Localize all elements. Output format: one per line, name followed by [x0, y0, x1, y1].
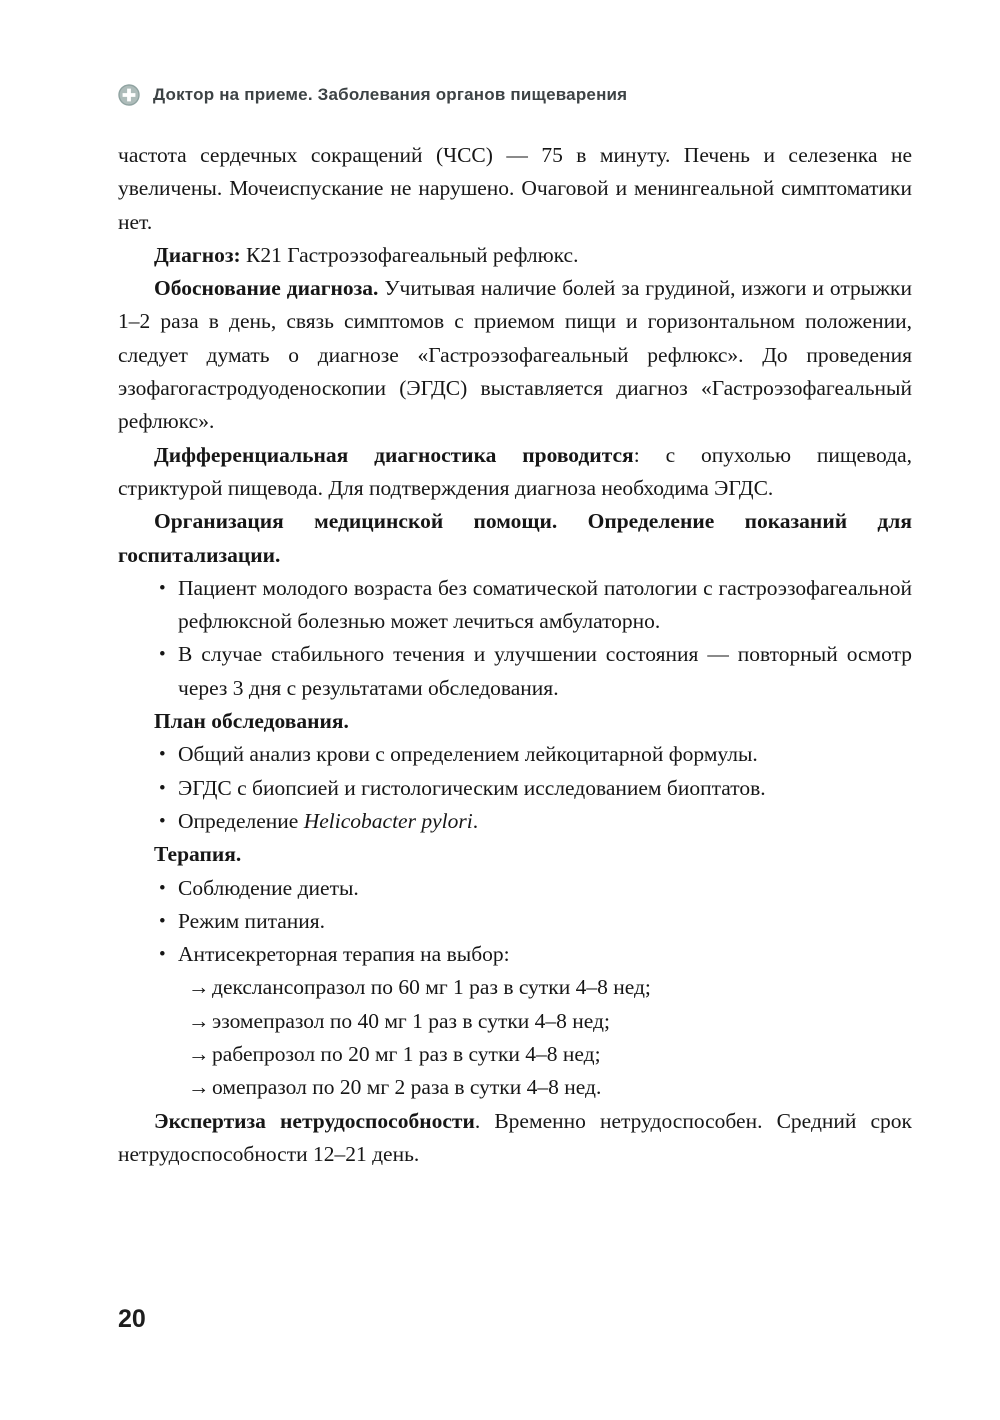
therapy-option-text: декслансопразол по 60 мг 1 раз в сутки 4–8 нед;	[212, 975, 651, 1000]
paragraph-rationale	[118, 272, 912, 438]
therapy-option-text: эзомепразол по 40 мг 1 раз в сутки 4–8 нед;	[212, 1008, 610, 1033]
arrow-icon: →	[188, 1008, 210, 1033]
latin-species-name: Helicobacter pylori	[303, 808, 473, 833]
therapy-option-text: рабепрозол по 20 мг 1 раз в сутки 4–8 нед;	[212, 1042, 601, 1067]
therapy-list	[118, 872, 912, 972]
arrow-icon: →	[188, 1075, 210, 1100]
differential-label: Дифференциальная диагностика проводится	[154, 442, 634, 467]
list-item: • ЭГДС с биопсией и гистологическим исследованием биоптатов.	[118, 772, 912, 805]
page-body	[118, 139, 912, 1171]
running-header-title: Доктор на приеме. Заболевания органов пищеварения	[153, 85, 628, 104]
arrow-icon: →	[188, 1042, 210, 1067]
list-item: • Соблюдение диеты.	[118, 872, 912, 905]
arrow-icon: →	[188, 975, 210, 1000]
list-item-helicobacter: • Определение Helicobacter pylori.	[118, 805, 912, 838]
paragraph-differential	[118, 439, 912, 506]
heading-organization: Организация медицинской помощи. Определение показаний для госпитализации.	[118, 509, 912, 567]
list-item: • Общий анализ крови с определением лейкоцитарной формулы.	[118, 738, 912, 771]
rationale-label: Обоснование диагноза.	[154, 276, 379, 301]
heading-therapy: Терапия.	[154, 842, 242, 867]
paragraph-diagnosis	[118, 239, 912, 272]
list-item: • Режим питания.	[118, 905, 912, 938]
medical-plus-icon	[118, 84, 140, 106]
list-item: • В случае стабильного течения и улучшении состояния — повторный осмотр через 3 дня с результатами обследования.	[118, 638, 912, 705]
differential-text: : с опухолью пищевода, стриктурой пищевода. Для подтверждения диагноза необходима ЭГДС.	[118, 442, 912, 500]
expertise-text: . Временно нетрудоспособен. Средний срок нетрудоспособности 12–21 день.	[118, 1108, 912, 1166]
therapy-option-text: омепразол по 20 мг 2 раза в сутки 4–8 нед.	[212, 1075, 602, 1100]
paragraph-expertise	[118, 1105, 912, 1172]
organization-list	[118, 572, 912, 705]
therapy-option	[118, 1071, 912, 1104]
therapy-option	[118, 971, 912, 1004]
therapy-option	[118, 1005, 912, 1038]
page-number: 20	[118, 1305, 146, 1333]
diagnosis-text: К21 Гастроэзофагеальный рефлюкс.	[240, 242, 579, 267]
list-item: • Пациент молодого возраста без соматической патологии с гастроэзофагеальной рефлюксной болезнью может лечиться амбулаторно.	[118, 572, 912, 639]
paragraph-intro: частота сердечных сокращений (ЧСС) — 75 в минуту. Печень и селезенка не увеличены. Мочеиспускание не нарушено. Очаговой и менингеальной симптоматики нет.	[118, 143, 912, 234]
expertise-label: Экспертиза нетрудоспособности	[154, 1108, 475, 1133]
diagnosis-label: Диагноз:	[154, 242, 241, 267]
rationale-text: Учитывая наличие болей за грудиной, изжоги и отрыжки 1–2 раза в день, связь симптомов с приемом пищи и горизонтальном положении, следует думать о диагнозе «Гастроэзофагеальный рефлюкс». До проведения эзофагогастродуоденоскопии (ЭГДС) выставляется диагноз «Гастроэзофагеальный рефлюкс».	[118, 276, 912, 434]
list-item: • Антисекреторная терапия на выбор:	[118, 938, 912, 971]
therapy-option	[118, 1038, 912, 1071]
heading-plan: План обследования.	[154, 709, 349, 734]
plan-list	[118, 738, 912, 838]
running-header	[118, 84, 912, 106]
